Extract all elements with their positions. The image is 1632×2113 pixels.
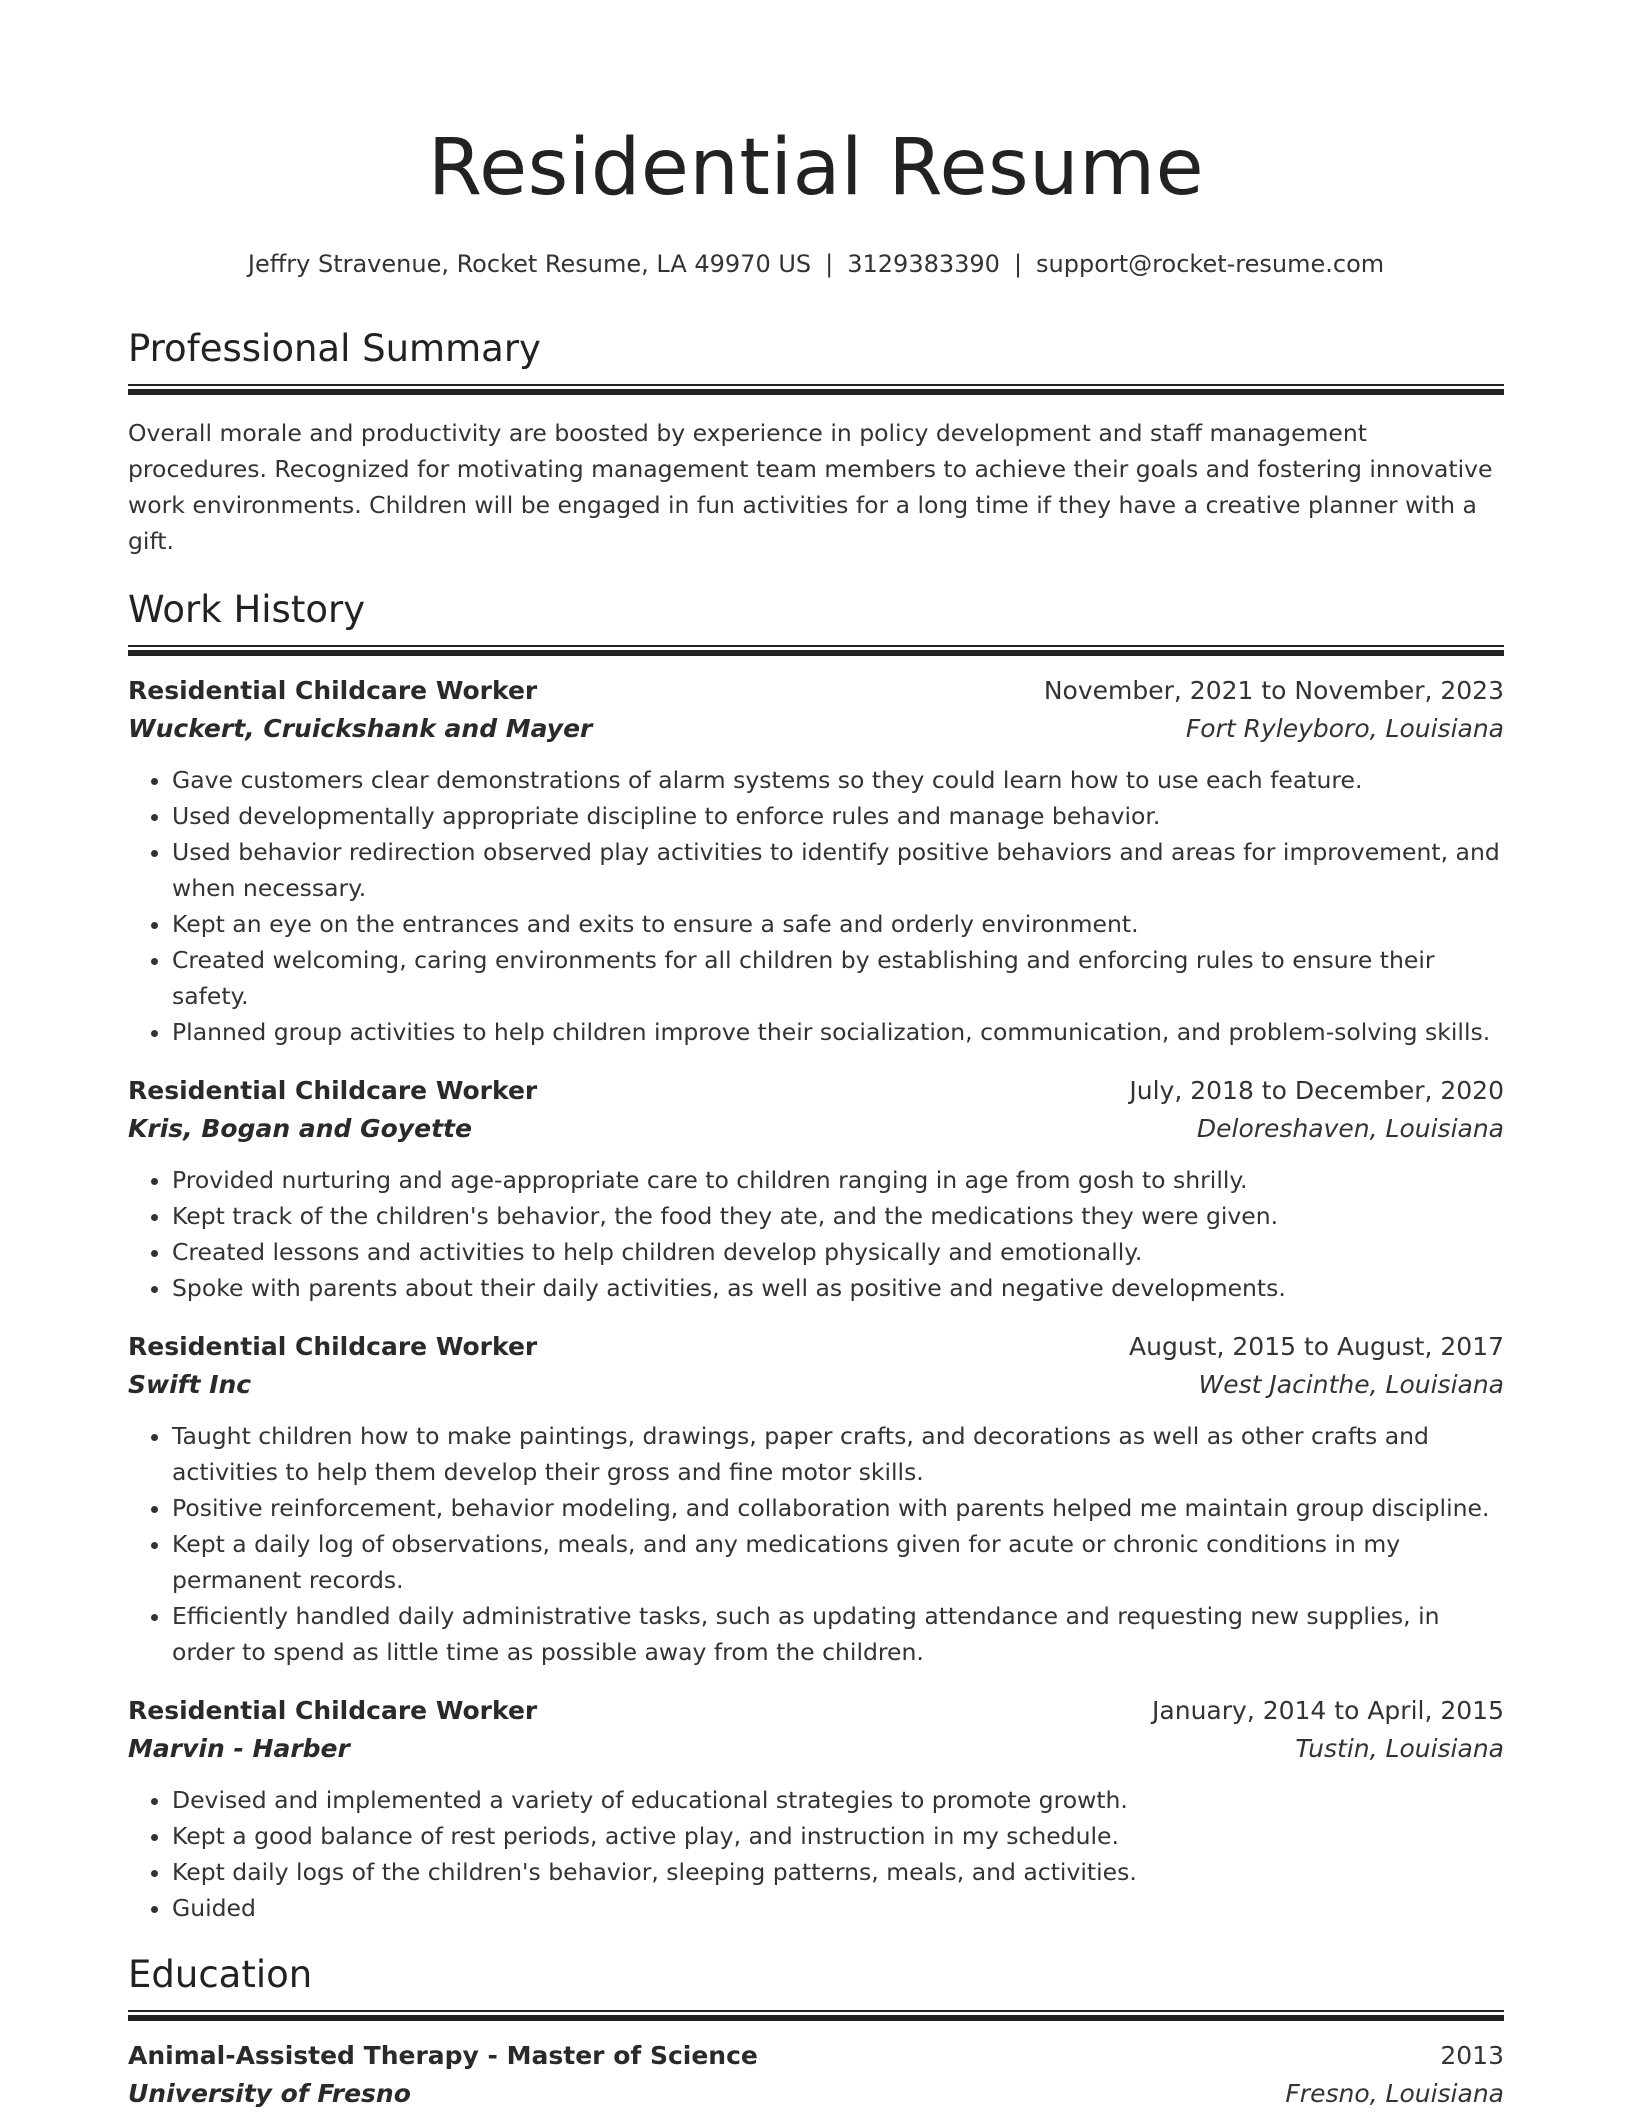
job-dates: July, 2018 to December, 2020 [1129, 1076, 1504, 1105]
section-divider [128, 2010, 1504, 2021]
summary-text: Overall morale and productivity are boosted by experience in policy development and staff management procedures. Recognized for motivating management team members to achieve their goals and fostering innovative work environments. Children will be engaged in fun activities for a long time if they have a creative planner with a gift. [128, 419, 1493, 555]
job-title: Residential Childcare Worker [128, 1076, 538, 1105]
education-entry [128, 2037, 1504, 2113]
job-header [128, 1692, 1504, 1730]
job-bullet: • Used developmentally appropriate discipline to enforce rules and manage behavior. [172, 798, 1504, 834]
job-bullet: • Provided nurturing and age-appropriate care to children ranging in age from gosh to shrilly. [172, 1162, 1504, 1198]
job-header [128, 1072, 1504, 1110]
job-bullet: • Used behavior redirection observed play activities to identify positive behaviors and areas for improvement, and when necessary. [172, 834, 1504, 906]
job-location: West Jacinthe, Louisiana [1198, 1370, 1504, 1399]
job-bullet: • Taught children how to make paintings, drawings, paper crafts, and decorations as well as other crafts and activities to help them develop their gross and fine motor skills. [172, 1418, 1504, 1490]
section-divider [128, 645, 1504, 656]
summary-heading: Professional Summary [128, 327, 541, 370]
job-location: Deloreshaven, Louisiana [1196, 1114, 1504, 1143]
job-bullet: • Kept a daily log of observations, meals, and any medications given for acute or chronic conditions in my permanent records. [172, 1526, 1504, 1598]
job-subheader [128, 1110, 1504, 1148]
job-bullet: • Created welcoming, caring environments for all children by establishing and enforcing rules to ensure their safety. [172, 942, 1504, 1014]
job-header [128, 672, 1504, 710]
job-header [128, 1328, 1504, 1366]
job-subheader [128, 1730, 1504, 1768]
job-company: Marvin - Harber [128, 1734, 350, 1763]
contact-phone: 3129383390 [847, 250, 1000, 278]
job-location: Fort Ryleyboro, Louisiana [1185, 714, 1504, 743]
job-bullet: • Positive reinforcement, behavior modeling, and collaboration with parents helped me maintain group discipline. [172, 1490, 1504, 1526]
job-dates: November, 2021 to November, 2023 [1043, 676, 1504, 705]
job-title: Residential Childcare Worker [128, 676, 538, 705]
job-bullets [128, 1418, 1504, 1670]
job-bullet: • Devised and implemented a variety of educational strategies to promote growth. [172, 1782, 1504, 1818]
resume-title: Residential Resume [427, 123, 1205, 213]
job-dates: January, 2014 to April, 2015 [1152, 1696, 1504, 1725]
work-heading: Work History [128, 588, 366, 631]
job-bullet: • Gave customers clear demonstrations of alarm systems so they could learn how to use each feature. [172, 762, 1504, 798]
job-subheader [128, 710, 1504, 748]
job-bullet: • Created lessons and activities to help children develop physically and emotionally. [172, 1234, 1504, 1270]
education-header [128, 2037, 1504, 2075]
job-entry [128, 1328, 1504, 1670]
job-title: Residential Childcare Worker [128, 1332, 538, 1361]
education-year: 2013 [1440, 2041, 1504, 2070]
education-subheader [128, 2075, 1504, 2113]
education-school: University of Fresno [128, 2079, 411, 2108]
job-bullet: • Kept an eye on the entrances and exits to ensure a safe and orderly environment. [172, 906, 1504, 942]
job-bullet: • Spoke with parents about their daily activities, as well as positive and negative developments. [172, 1270, 1504, 1306]
education-section [128, 1952, 1504, 2113]
job-bullet: • Guided [172, 1890, 1504, 1926]
contact-address: Jeffry Stravenue, Rocket Resume, LA 49970 US [247, 250, 812, 278]
education-location: Fresno, Louisiana [1285, 2079, 1504, 2108]
job-dates: August, 2015 to August, 2017 [1129, 1332, 1504, 1361]
job-company: Kris, Bogan and Goyette [128, 1114, 472, 1143]
contact-separator: | [825, 250, 834, 278]
work-section [128, 587, 1504, 1926]
job-bullets [128, 1782, 1504, 1926]
job-bullet: • Kept a good balance of rest periods, active play, and instruction in my schedule. [172, 1818, 1504, 1854]
section-divider [128, 384, 1504, 395]
job-title: Residential Childcare Worker [128, 1696, 538, 1725]
job-bullets [128, 1162, 1504, 1306]
job-bullet: • Planned group activities to help children improve their socialization, communication, and problem-solving skills. [172, 1014, 1504, 1050]
education-heading: Education [128, 1953, 313, 1996]
job-entry [128, 672, 1504, 1050]
contact-separator: | [1013, 250, 1023, 278]
job-company: Swift Inc [128, 1370, 252, 1399]
summary-section [128, 326, 1504, 559]
job-location: Tustin, Louisiana [1295, 1734, 1504, 1763]
job-entry [128, 1072, 1504, 1306]
education-degree: Animal-Assisted Therapy - Master of Science [128, 2041, 758, 2070]
job-company: Wuckert, Cruickshank and Mayer [128, 714, 593, 743]
job-entry [128, 1692, 1504, 1926]
job-bullet: • Kept daily logs of the children's behavior, sleeping patterns, meals, and activities. [172, 1854, 1504, 1890]
contact-email: support@rocket-resume.com [1036, 250, 1385, 278]
job-bullets [128, 762, 1504, 1050]
job-bullet: • Kept track of the children's behavior, the food they ate, and the medications they were given. [172, 1198, 1504, 1234]
job-subheader [128, 1366, 1504, 1404]
job-bullet: • Efficiently handled daily administrative tasks, such as updating attendance and requesting new supplies, in order to spend as little time as possible away from the children. [172, 1598, 1504, 1670]
contact-line [128, 248, 1504, 280]
